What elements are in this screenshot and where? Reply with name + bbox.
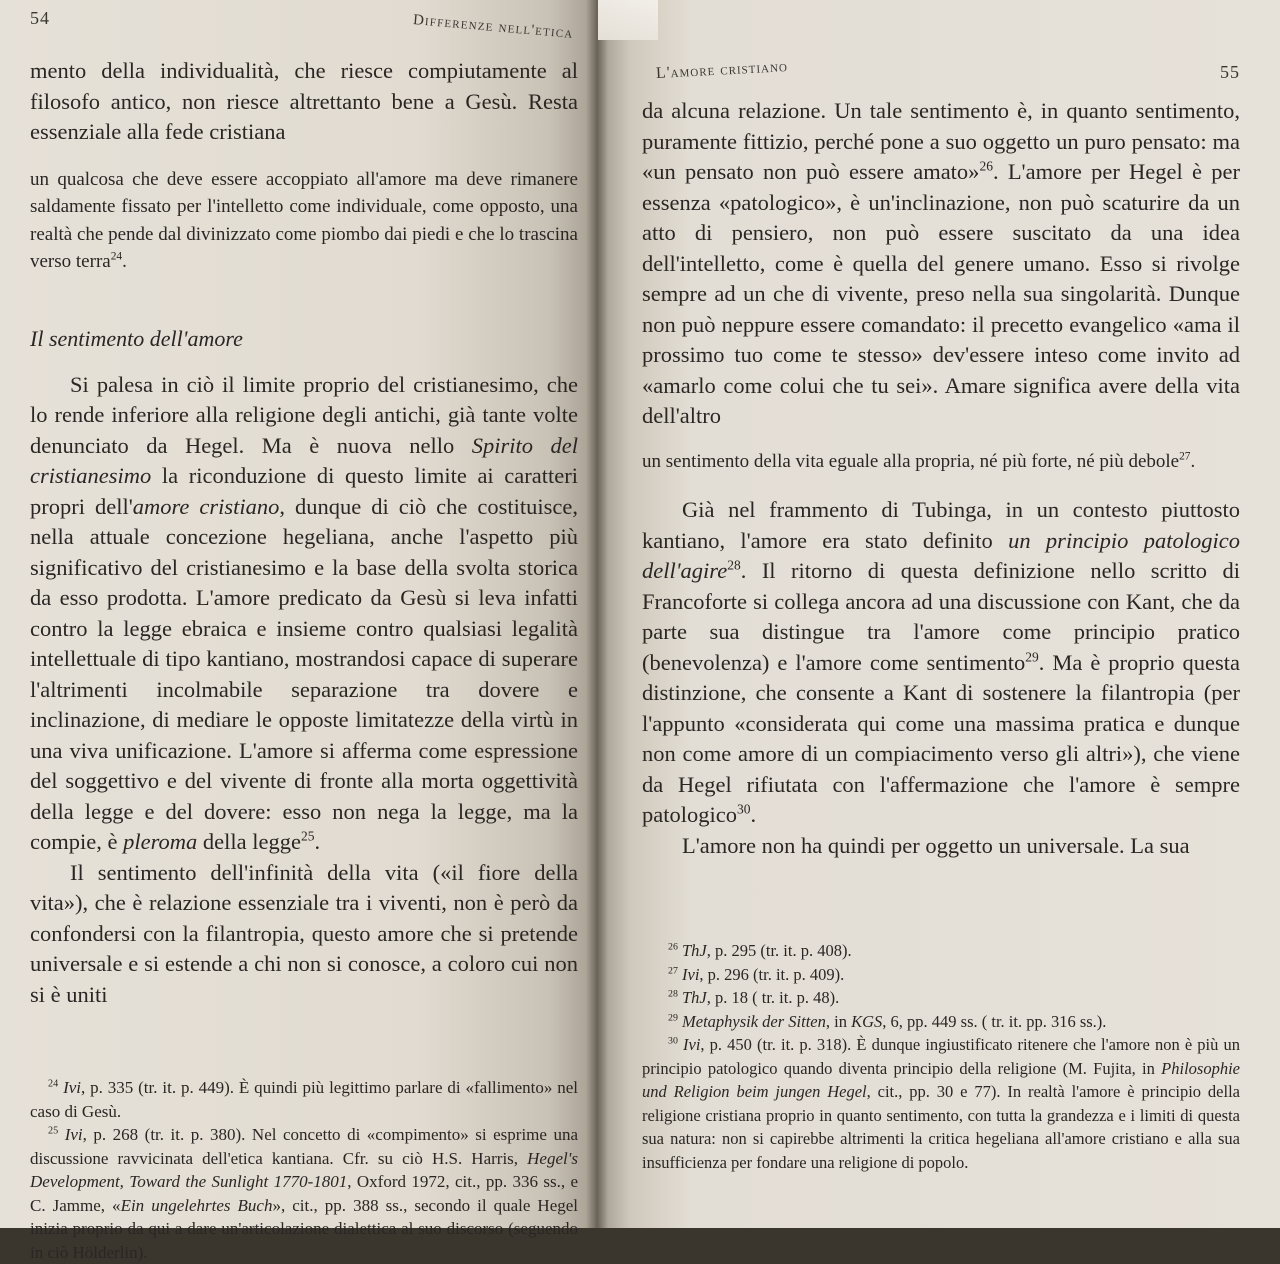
footnote-26: $^{26}$ ThJ, p. 295 (tr. it. p. 408). (668, 941, 852, 960)
footnote-ref-29: 29 (1025, 649, 1039, 664)
right-footnotes (642, 939, 1240, 1174)
right-paragraph-1: da alcuna relazione. Un tale sentimento è, in quanto sentimento, puramente fittizio, perché pone a suo oggetto un puro pensato: ma «un pensato non può essere amato»$^{26}$. L'amore per Hegel è per essenza «patologico», è un'inclinazione, non può scaturire da un atto di pensiero, non può essere suscitato da una idea dell'intelletto, come è quella del genere umano. Esso si rivolge sempre ad un che di vivente, preso nella sua singolarità. Dunque non può neppure essere comandato: il precetto evangelico «ama il prossimo tuo come te stesso» dev'essere inteso come invito ad «amarlo come colui che tu sei». Amare significa avere della vita dell'altro (642, 98, 1241, 428)
left-page (0, 0, 596, 1262)
left-paragraph-2: Si palesa in ciò il limite proprio del cristianesimo, che lo rende inferiore alla religione degli antichi, già tante volte denunciato da Hegel. Ma è nuova nello Spirito del cristianesimo la riconduzione di questo limite ai caratteri propri dell'amore cristiano, dunque di ciò che costituisce, nella attuale concezione hegeliana, anche l'aspetto più significativo del cristianesimo e la base della svolta storica da esso prodotta. L'amore predicato da Gesù si leva infatti contro la legge ebraica e insieme contro qualsiasi legalità intellettuale di tipo kantiano, mostrandosi capace di superare l'altrimenti incolmabile separazione tra dovere e inclinazione, di mediare le opposte limitatezze della virtù in una viva unificazione. L'amore si afferma come espressione del soggettivo e del vivente di fronte alla morta oggettività della legge e del dovere: esso non nega la legge, ma la compie, è pleroma della legge$^{25}$. (30, 371, 578, 854)
footnote-ref-26: 26 (979, 158, 993, 174)
right-paragraph-2: Già nel frammento di Tubinga, in un contesto piuttosto kantiano, l'amore era stato definito un principio patologico dell'agire$^{28}$. Il ritorno di questa definizione nello scritto di Francoforte si collega ancora ad una discussione con Kant, che da parte sua distingue tra l'amore come principio pratico (benevolenza) e l'amore come sentimento$^{29}$. Ma è proprio questa distinzione, che consente a Kant di sostenere la filantropia (per l'appunto «considerata qui come una massima pratica e dunque non come amore di un compiacimento verso gli altri»), che viene da Hegel rifiutata con l'affermazione che l'amore è sempre patologico$^{30}$. (642, 497, 1240, 827)
footnote-25: $^{25}$ Ivi, p. 268 (tr. it. p. 380). Nel concetto di «compimento» si esprime una discussione ravvicinata dell'etica kantiana. Cfr. su ciò H.S. Harris, Hegel's Development, Toward the Sunlight 1770-1801, Oxford 1972, cit., pp. 336 ss., e C. Jamme, «Ein ungelehrtes Buch», cit., pp. 388 ss., secondo il quale Hegel inizia proprio da qui a dare un'articolazione dialettica al suo discorso (seguendo in ciò Hölderlin). (30, 1125, 579, 1262)
right-page-header (642, 58, 1240, 90)
footnote-ref-28: 28 (727, 557, 741, 573)
footnote-ref-25: 25 (300, 828, 315, 844)
right-paragraph-3: L'amore non ha quindi per oggetto un universale. La sua (682, 832, 1190, 858)
left-running-head: Differenze nell'etica (412, 12, 575, 43)
left-footnotes (30, 1076, 578, 1264)
section-heading: Il sentimento dell'amore (30, 325, 243, 351)
left-intro-paragraph: mento della individualità, che riesce compiutamente al filosofo antico, non riesce altrettanto bene a Gesù. Resta essenziale alla fede cristiana (30, 58, 578, 144)
footnote-27: $^{27}$ Ivi, p. 296 (tr. it. p. 409). (668, 964, 845, 984)
footnote-24: $^{24}$ Ivi, p. 335 (tr. it. p. 449). È quindi più legittimo parlare di «fallimento» nel caso di Gesù. (30, 1078, 579, 1121)
background-corner (598, 0, 658, 40)
footnote-ref-27: 27 (1179, 450, 1191, 463)
left-page-header (30, 8, 578, 43)
book-gutter-shadow (586, 0, 608, 1228)
right-page-number: 55 (1220, 62, 1240, 82)
footnote-ref-30: 30 (736, 801, 751, 817)
right-page (596, 0, 1280, 1228)
left-page-number: 54 (30, 8, 50, 28)
footnote-ref-24: 24 (110, 250, 123, 263)
footnote-28: $^{28}$ ThJ, p. 18 ( tr. it. p. 48). (668, 988, 840, 1007)
right-block-quote: un sentimento della vita eguale alla propria, né più forte, né più debole$^{27}$. (642, 450, 1196, 472)
right-running-head: L'amore cristiano (655, 58, 789, 82)
left-paragraph-3: Il sentimento dell'infinità della vita («il fiore della vita»), che è relazione essenziale tra i viventi, non è però da confondersi con la filantropia, questo amore che si pretende universale e si estende a chi non si conosce, a coloro cui non si è uniti (30, 859, 578, 1007)
footnote-29: $^{29}$ Metaphysik der Sitten, in KGS, 6, pp. 449 ss. ( tr. it. pp. 316 ss.). (668, 1011, 1107, 1031)
footnote-30: $^{30}$ Ivi, p. 450 (tr. it. p. 318). È dunque ingiustificato ritenere che l'amore non è più un principio patologico quando diventa principio della religione (M. Fujita, in Philosophie und Religion beim jungen Hegel, cit., pp. 30 e 77). In realtà l'amore è principio della religione cristiana proprio in quanto sentimento, con tutta la grandezza e i limiti di questa sua natura: non si capirebbe altrimenti la critica hegeliana all'amore cristiano e alla sua insufficienza per fondare una religione di popolo. (642, 1035, 1241, 1172)
left-block-quote: un qualcosa che deve essere accoppiato all'amore ma deve rimanere saldamente fissato per l'intelletto come individuale, come opposto, una realtà che pende dal divinizzato come piombo dai piedi e che lo trascina verso terra$^{24}$. (30, 168, 578, 272)
